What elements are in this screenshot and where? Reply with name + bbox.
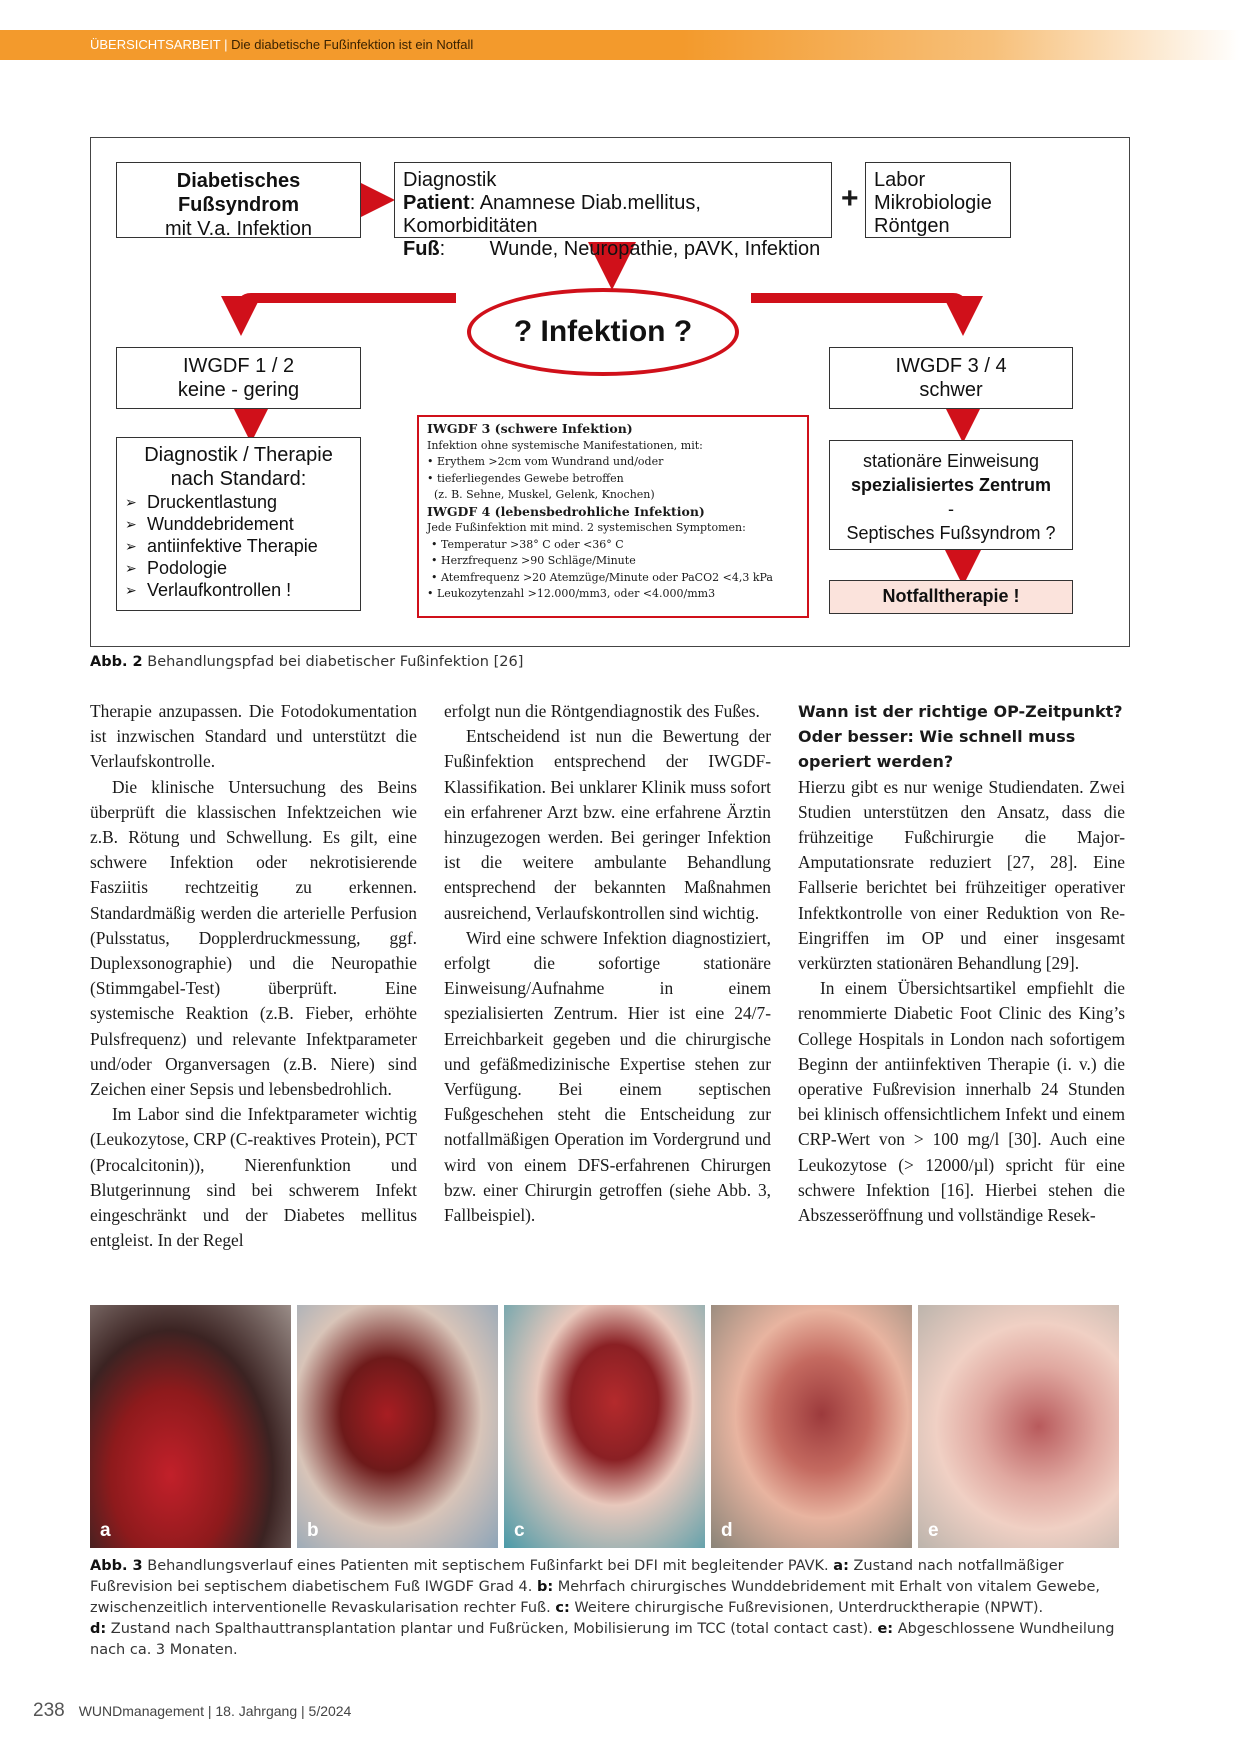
caption-figure-3: Abb. 3 Behandlungsverlauf eines Patienten mit septischem Fußinfarkt bei DFI mit begleitender PAVK. a: Zustand nach notfallmäßiger Fußrevision bei septischem diabetischem Fuß IWGDF Grad 4. b: Mehrfach chirurgisches Wunddebridement mit Erhalt von vitalem Gewebe, zwischenzeitlich interventionelle Revaskularisation rechter Fuß. c: Weitere chirurgische Fußrevisionen, Unterdrucktherapie (NPWT). d: Zustand nach Spalthauttransplantation plantar und Fußrücken, Mobilisierung im TCC (total contact cast). e: Abgeschlossene Wundheilung nach ca. 3 Monaten. bbox=[90, 1558, 1115, 1658]
box-notfalltherapie: Notfalltherapie ! bbox=[829, 580, 1073, 614]
text-column-2 bbox=[444, 699, 771, 1228]
arrow-infektion-iwgdf34 bbox=[751, 298, 963, 316]
section-heading: Wann ist der richtige OP-Zeitpunkt? Oder besser: Wie schnell muss operiert werden? bbox=[798, 702, 1123, 772]
paragraph: Therapie anzupassen. Die Fotodokumentation ist inzwischen Standard und unterstützt die Verlaufskontrolle. bbox=[90, 701, 417, 772]
photo-label: b bbox=[307, 1520, 319, 1541]
iwgdf-classification-box: IWGDF 3 (schwere Infektion) Infektion ohne systemische Manifestationen, mit: • Erythem >2cm vom Wundrand und/oder • tieferliegendes Gewebe betroffen (z. B. Sehne, Muskel, Gelenk, Knochen) IWGDF 4 (lebensbedrohliche Infektion) Jede Fußinfektion mit mind. 2 systemischen Symptomen: • Temperatur >38° C oder <36° C • Herzfrequenz >90 Schläge/Minute • Atemfrequenz >20 Atemzüge/Minute oder PaCO2 <4,3 kPa • Leukozytenzahl >12.000/mm3, oder <4.000/mm3 bbox=[417, 415, 809, 618]
photo-d bbox=[711, 1305, 912, 1548]
list-item: ➢ antiinfektive Therapie bbox=[123, 535, 354, 557]
caption-figure-2: Abb. 2 Behandlungspfad bei diabetischer Fußinfektion [26] bbox=[90, 654, 524, 670]
list-item: ➢ Wunddebridement bbox=[123, 513, 354, 535]
infektion-ellipse: ? Infektion ? bbox=[467, 288, 739, 376]
text-column-3 bbox=[798, 699, 1125, 1228]
plus-sign: + bbox=[841, 182, 859, 215]
figure-2-flowchart bbox=[90, 137, 1130, 647]
list-item: ➢ Podologie bbox=[123, 557, 354, 579]
journal-info: WUNDmanagement | 18. Jahrgang | 5/2024 bbox=[78, 1703, 352, 1719]
page-number: 238 bbox=[33, 1700, 65, 1721]
header-section: ÜBERSICHTSARBEIT bbox=[90, 37, 221, 52]
paragraph: Im Labor sind die Infektparameter wichtig (Leukozytose, CRP (C-reaktives Protein), PCT (Procalcitonin)), Nierenfunktion und Blutgerinnung sind bei schwerem Infekt eingeschränkt und der Diabetes mellitus entgleist. In der Regel bbox=[90, 1104, 417, 1251]
photo-label: d bbox=[721, 1520, 733, 1541]
page-footer bbox=[33, 1700, 351, 1722]
box-labor: Labor Mikrobiologie Röntgen bbox=[865, 162, 1011, 238]
paragraph: In einem Übersichtsartikel empfiehlt die renommierte Diabetic Foot Clinic des King’s College Hospitals in London nach sofortigem Beginn der antiinfektiven Therapie (i. v.) die operative Fußrevision innerhalb 24 Stunden bei klinisch offensichtlichem Infekt und einem CRP-Wert von > 100 mg/l [30]. Auch eine Leukozytose (> 12000/µl) spricht für eine schwere Infektion [16]. Hierbei stehen die Abszesseröffnung und vollständige Resek- bbox=[798, 978, 1125, 1226]
box-iwgdf-3-4: IWGDF 3 / 4 schwer bbox=[829, 347, 1073, 409]
box-therapie-standard: Diagnostik / Therapie nach Standard: ➢ Druckentlastung ➢ Wunddebridement ➢ antiinfektive Therapie ➢ Podologie ➢ Verlaufkontrollen ! bbox=[116, 437, 361, 611]
paragraph: Hierzu gibt es nur wenige Studiendaten. Zwei Studien unterstützen den Ansatz, dass die frühzeitige Fußchirurgie die Major-Amputationsrate reduziert [27, 28]. Eine Fallserie berichtet bei frühzeitiger operativer Infektkontrolle von einer Reduktion von Re-Eingriffen im OP und einer insgesamt verkürzten stationären Behandlung [29]. bbox=[798, 776, 1125, 974]
photo-label: c bbox=[514, 1520, 525, 1541]
photo-a bbox=[90, 1305, 291, 1548]
photo-label: a bbox=[100, 1520, 111, 1541]
header-title: Die diabetische Fußinfektion ist ein Notfall bbox=[231, 37, 474, 52]
running-header bbox=[0, 30, 1241, 60]
box-iwgdf-1-2: IWGDF 1 / 2 keine - gering bbox=[116, 347, 361, 409]
paragraph: Entscheidend ist nun die Bewertung der Fußinfektion entsprechend der IWGDF-Klassifikation. Bei unklarer Klinik muss sofort ein erfahrener Arzt bzw. eine erfahrene Ärztin hinzugezogen werden. Bei geringer Infektion ist die weitere ambulante Behandlung entsprechend der bekannten Maßnahmen ausreichend, Verlaufskontrollen sind wichtig. bbox=[444, 726, 771, 923]
therapie-list bbox=[123, 491, 354, 601]
photo-e bbox=[918, 1305, 1119, 1548]
list-item: ➢ Verlaufkontrollen ! bbox=[123, 579, 354, 601]
list-item: ➢ Druckentlastung bbox=[123, 491, 354, 513]
photo-b bbox=[297, 1305, 498, 1548]
box-stationaere-einweisung: stationäre Einweisung spezialisiertes Zentrum - Septisches Fußsyndrom ? bbox=[829, 440, 1073, 550]
box-diabetisches-fusssyndrom: Diabetisches Fußsyndrom mit V.a. Infektion bbox=[116, 162, 361, 238]
header-separator: | bbox=[224, 37, 228, 52]
photo-c bbox=[504, 1305, 705, 1548]
paragraph: erfolgt nun die Röntgendiagnostik des Fußes. bbox=[444, 701, 760, 721]
paragraph: Wird eine schwere Infektion diagnostiziert, erfolgt die sofortige stationäre Einweisung/Aufnahme in einem spezialisierten Zentrum. Hier ist eine 24/7-Erreichbarkeit gegeben und die chirurgische und gefäßmedizinische Expertise stehen zur Verfügung. Bei einem septischen Fußgeschehen steht die Entscheidung zur notfallmäßigen Operation im Vordergrund und wird von einem DFS-erfahrenen Chirurgen bzw. einer Chirurgin getroffen (siehe Abb. 3, Fallbeispiel). bbox=[444, 927, 771, 1226]
text-column-1 bbox=[90, 699, 417, 1253]
box-diagnostik: Diagnostik Patient: Anamnese Diab.mellitus, Komorbiditäten Fuß: Wunde, Neuropathie, pAVK, Infektion bbox=[394, 162, 832, 238]
paragraph: Die klinische Untersuchung des Beins überprüft die klassischen Infektzeichen wie z.B. Rötung und Schwellung. Es gilt, eine schwere Infektion oder nekrotisierende Fasziitis rechtzeitig zu erkennen. Standardmäßig werden die arterielle Perfusion (Pulsstatus, Dopplerdruckmessung, ggf. Duplexsonographie) und die Neuropathie (Stimmgabel-Test) überprüft. Eine systemische Reaktion (z.B. Fieber, erhöhte Pulsfrequenz) und relevante Infektparameter und/oder Organversagen (z.B. Niere) sind Zeichen einer Sepsis und lebensbedrohlich. bbox=[90, 776, 417, 1100]
photo-label: e bbox=[928, 1520, 939, 1541]
arrow-infektion-iwgdf12 bbox=[241, 298, 456, 316]
